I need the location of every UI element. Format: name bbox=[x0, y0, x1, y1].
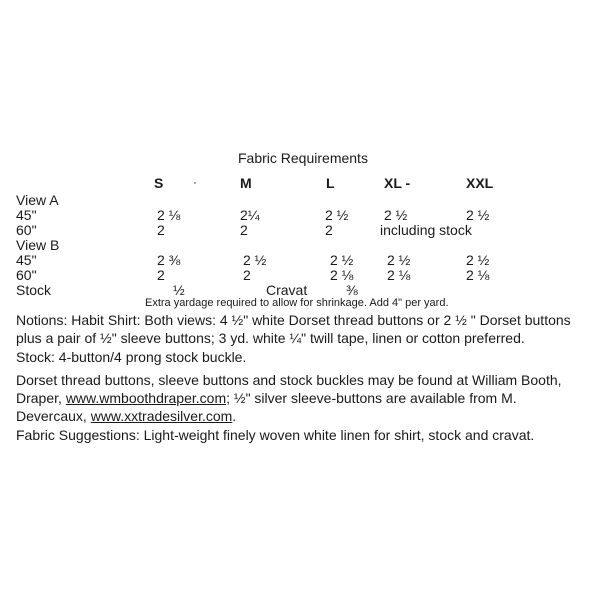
table-cell: 2 ⅜ bbox=[157, 252, 181, 268]
table-cell: 2 bbox=[325, 222, 333, 238]
table-cell: ⅜ bbox=[346, 282, 358, 298]
row-label-stock: Stock bbox=[16, 282, 52, 298]
scan-speck bbox=[194, 182, 196, 184]
table-cell: 2¼ bbox=[240, 207, 260, 223]
shrinkage-note: Extra yardage required to allow for shrinkage. Add 4" per yard. bbox=[145, 297, 449, 309]
table-cell: including stock bbox=[380, 222, 472, 238]
row-label-view-b: View B bbox=[16, 237, 60, 253]
table-cell: 2 ⅛ bbox=[466, 267, 490, 283]
row-label: 60" bbox=[16, 222, 37, 238]
table-cell: ½ bbox=[173, 282, 185, 298]
table-cell: 2 bbox=[240, 222, 248, 238]
row-label: 60" bbox=[16, 267, 37, 283]
table-cell: 2 ½ bbox=[384, 207, 408, 223]
page-title: Fabric Requirements bbox=[238, 150, 368, 166]
suppliers-text: . bbox=[232, 408, 237, 424]
column-header-m: M bbox=[240, 175, 252, 191]
stock-paragraph: Stock: 4-button/4 prong stock buckle. bbox=[16, 349, 247, 365]
table-cell: 2 ⅛ bbox=[387, 267, 411, 283]
column-header-xxl: XXL bbox=[466, 175, 494, 191]
notions-paragraph: Notions: Habit Shirt: Both views: 4 ½" white Dorset thread buttons or 2 ½ " Dorset buttons plus a pair of ½" sleeve buttons; 3 yd. white ¼" twill tape, linen or cotton preferred. bbox=[16, 312, 571, 346]
column-header-l: L bbox=[326, 175, 335, 191]
table-cell: 2 ½ bbox=[243, 252, 267, 268]
table-cell: 2 ⅛ bbox=[330, 267, 354, 283]
column-header-s: S bbox=[154, 175, 164, 191]
row-label: 45" bbox=[16, 207, 37, 223]
table-cell: 2 bbox=[157, 222, 165, 238]
table-cell: Cravat bbox=[266, 282, 308, 298]
table-cell: 2 ½ bbox=[466, 207, 490, 223]
suppliers-text: ½" silver sleeve-buttons are available from M. Devercaux, bbox=[16, 390, 517, 424]
table-cell: 2 bbox=[243, 267, 251, 283]
table-cell: 2 ½ bbox=[387, 252, 411, 268]
xxtradesilver-link[interactable]: www.xxtradesilver.com bbox=[90, 408, 233, 424]
row-label: 45" bbox=[16, 252, 37, 268]
table-cell: 2 ½ bbox=[325, 207, 349, 223]
table-cell: 2 bbox=[157, 267, 165, 283]
suppliers-text: Dorset thread buttons, sleeve buttons and stock buckles may be found at William Booth, Draper, bbox=[16, 372, 562, 406]
table-cell: 2 ½ bbox=[330, 252, 354, 268]
wmboothdraper-link[interactable]: www.wmboothdraper.com; bbox=[65, 390, 230, 406]
suppliers-paragraph bbox=[16, 371, 584, 425]
table-cell: 2 ⅛ bbox=[157, 207, 181, 223]
table-cell: 2 ½ bbox=[466, 252, 490, 268]
column-header-xl: XL - bbox=[384, 175, 411, 191]
row-label-view-a: View A bbox=[16, 192, 59, 208]
fabric-suggestions: Fabric Suggestions: Light-weight finely woven white linen for shirt, stock and cravat. bbox=[16, 427, 535, 443]
